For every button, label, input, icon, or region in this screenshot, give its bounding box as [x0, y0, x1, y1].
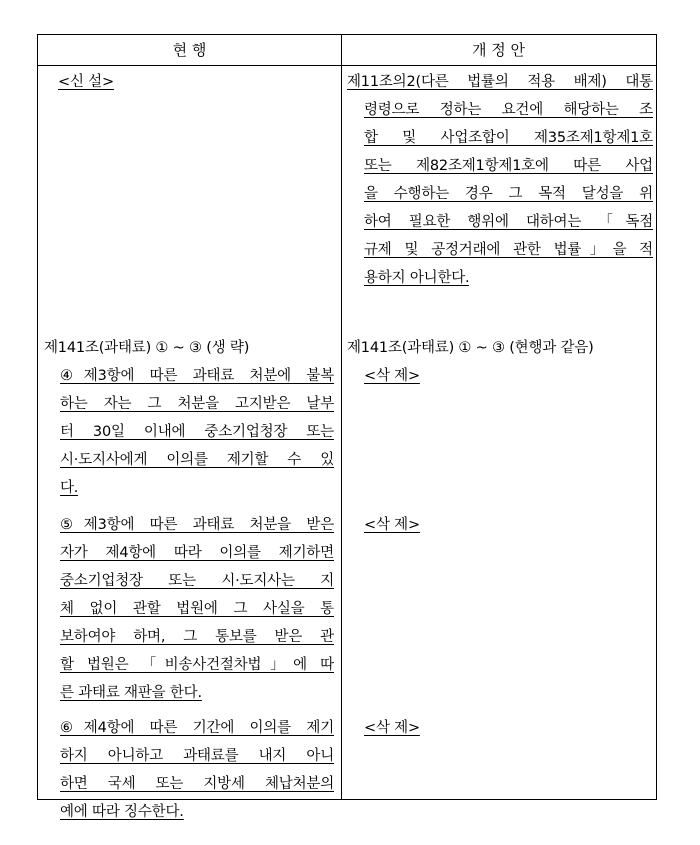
proposal-art11-2-line: 또는 제82조제1항제1호에 따른 사업 — [364, 158, 653, 174]
proposal-art11-2-line: 용하지 아니한다. — [364, 270, 470, 286]
current-item5-line: 체 없이 관할 법원에 그 사실을 통 — [60, 601, 334, 617]
proposal-art11-2-line: 을 수행하는 경우 그 목적 달성을 위 — [364, 186, 653, 202]
current-item5-line: 할 법원은 「비송사건절차법」에 따 — [60, 657, 334, 673]
current-item6-line: 예에 따라 징수한다. — [60, 804, 184, 820]
current-column-header: 현 행 — [172, 41, 207, 59]
new-marker: <신 설> — [58, 74, 114, 90]
proposal-art11-2-line: 규제 및 공정거래에 관한 법률」을 적 — [364, 242, 653, 258]
proposal-art11-2-line: 제11조의2(다른 법률의 적용 배제) 대통 — [347, 74, 653, 90]
current-item5-line: ⑤제3항에 따른 과태료 처분을 받은 — [60, 517, 334, 533]
current-item4-line: 다. — [60, 480, 79, 496]
current-item6-line: 하면 국세 또는 지방세 체납처분의 — [60, 776, 334, 792]
current-item5-line: 중소기업청장 또는 시·도지사는 지 — [60, 573, 334, 589]
deleted-marker: <삭 제> — [364, 720, 420, 736]
deleted-marker: <삭 제> — [364, 368, 420, 384]
current-item5-line: 른 과태료 재판을 한다. — [60, 685, 202, 701]
deleted-marker: <삭 제> — [364, 517, 420, 533]
proposal-art141-heading: 제141조(과태료) ① ~ ③ (현행과 같음) — [347, 340, 594, 356]
current-item4-line: 시·도지사에게 이의를 제기할 수 있 — [60, 452, 334, 468]
table-header — [38, 35, 656, 66]
current-item5-line: 자가 제4항에 따라 이의를 제기하면 — [60, 545, 334, 561]
current-item5-line: 보하여야 하며, 그 통보를 받은 관 — [60, 629, 334, 645]
current-art141-heading: 제141조(과태료) ① ~ ③ (생 략) — [44, 340, 250, 356]
current-item6-line: 하지 아니하고 과태료를 내지 아니 — [60, 748, 334, 764]
current-item4-line: 터 30일 이내에 중소기업청장 또는 — [60, 424, 334, 440]
proposal-column-header: 개 정 안 — [471, 41, 525, 59]
proposal-art11-2-line: 령령으로 정하는 요건에 해당하는 조 — [364, 102, 653, 118]
column-divider — [341, 35, 342, 799]
comparison-table — [37, 34, 657, 820]
current-item6-line: ⑥제4항에 따른 기간에 이의를 제기 — [60, 720, 334, 736]
current-item4-line: ④제3항에 따른 과태료 처분에 불복 — [60, 368, 334, 384]
proposal-art11-2-line: 합 및 사업조합이 제35조제1항제1호 — [364, 130, 653, 146]
current-item4-line: 하는 자는 그 처분을 고지받은 날부 — [60, 396, 334, 412]
proposal-art11-2-line: 하여 필요한 행위에 대하여는 「독점 — [364, 214, 653, 230]
